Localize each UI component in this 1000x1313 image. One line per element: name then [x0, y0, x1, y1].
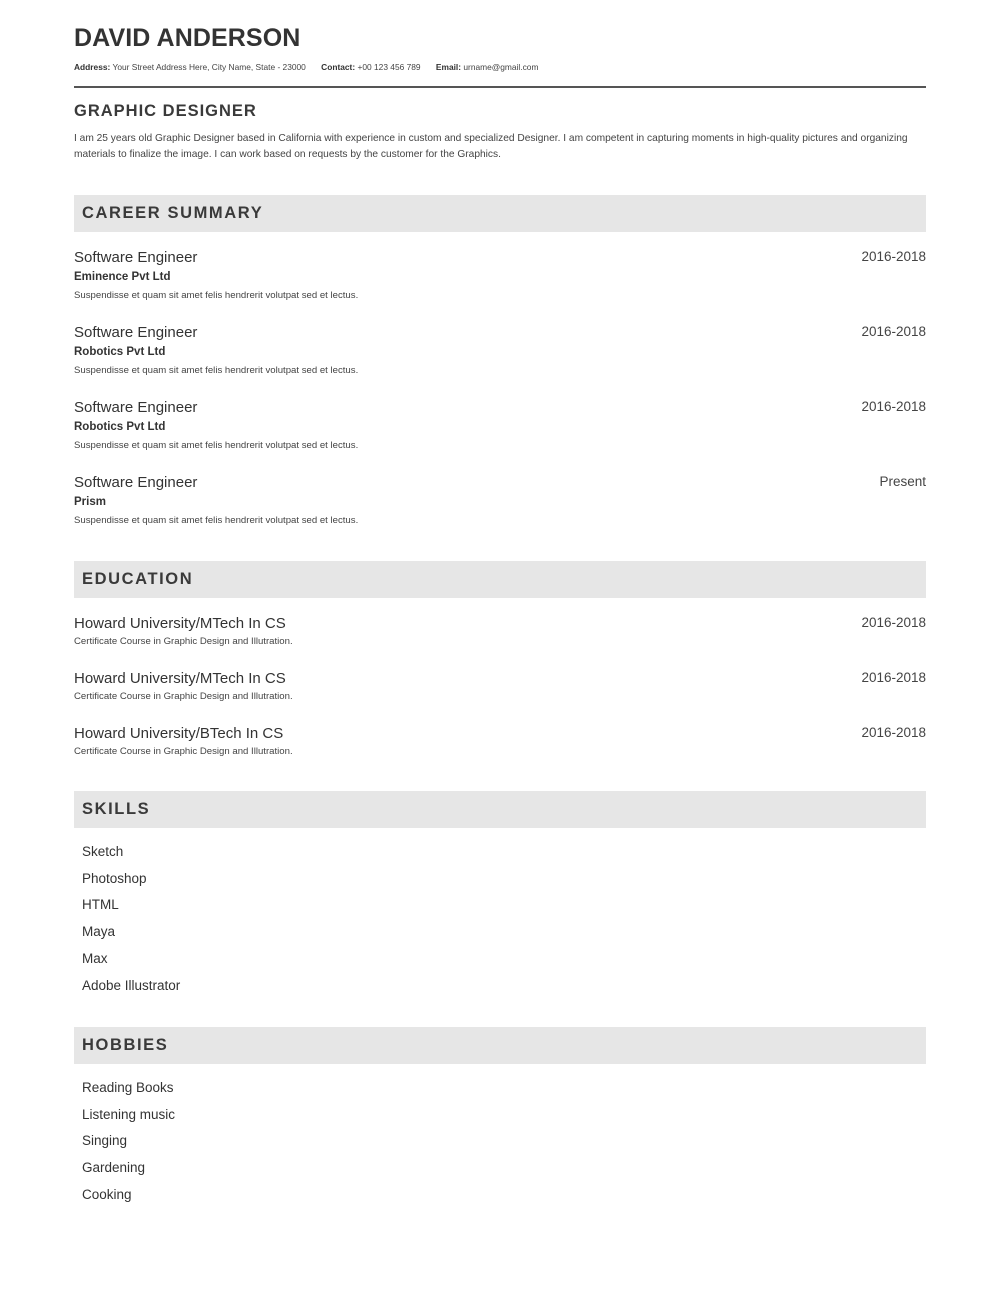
skill-item: Adobe Illustrator	[82, 977, 181, 993]
hobbies-list	[82, 1075, 175, 1209]
contact-label: Contact:	[321, 62, 356, 72]
section-heading: EDUCATION	[82, 570, 194, 588]
job-role: Software Engineer	[74, 324, 198, 341]
skills-list	[82, 839, 180, 999]
job-date: Present	[879, 474, 926, 489]
skill-item: HTML	[82, 897, 119, 913]
hobby-item: Singing	[82, 1133, 128, 1149]
contact-line	[74, 62, 551, 72]
career-entry	[74, 399, 926, 459]
job-description: Suspendisse et quam sit amet felis hendrerit volutpat sed et lectus.	[74, 440, 359, 451]
job-description: Suspendisse et quam sit amet felis hendrerit volutpat sed et lectus.	[74, 290, 359, 301]
education-description: Certificate Course in Graphic Design and Illutration.	[74, 691, 293, 702]
career-entry	[74, 324, 926, 384]
job-company: Prism	[74, 496, 106, 508]
header-divider	[74, 86, 926, 88]
phone-info	[321, 62, 423, 72]
job-company: Robotics Pvt Ltd	[74, 346, 166, 358]
hobby-item: Gardening	[82, 1160, 146, 1176]
address-info	[74, 62, 308, 72]
job-date: 2016-2018	[861, 324, 926, 339]
education-date: 2016-2018	[861, 670, 926, 685]
job-company: Eminence Pvt Ltd	[74, 271, 171, 283]
section-heading: CAREER SUMMARY	[82, 204, 264, 222]
hobbies-section-header	[74, 1027, 926, 1064]
skill-item: Photoshop	[82, 870, 147, 886]
job-role: Software Engineer	[74, 249, 198, 266]
job-date: 2016-2018	[861, 249, 926, 264]
email-value: urname@gmail.com	[463, 62, 539, 72]
hobby-item: Reading Books	[82, 1080, 174, 1095]
section-heading: HOBBIES	[82, 1036, 169, 1054]
profile-summary: I am 25 years old Graphic Designer based in California with experience in custom and specialized Designer. I am competent in capturing moments in high-quality pictures and organizing materials to finalize the image. I can work based on requests by the customer for the Graphics.	[74, 133, 908, 160]
hobby-item: Cooking	[82, 1186, 132, 1202]
address-value: Your Street Address Here, City Name, State - 23000	[112, 62, 306, 72]
education-description: Certificate Course in Graphic Design and Illutration.	[74, 636, 293, 647]
address-label: Address:	[74, 62, 111, 72]
job-date: 2016-2018	[861, 399, 926, 414]
education-school: Howard University/MTech In CS	[74, 615, 286, 632]
skill-item: Max	[82, 950, 108, 966]
education-entry	[74, 615, 926, 655]
job-description: Suspendisse et quam sit amet felis hendrerit volutpat sed et lectus.	[74, 365, 359, 376]
hobby-item: Listening music	[82, 1106, 176, 1122]
job-description: Suspendisse et quam sit amet felis hendrerit volutpat sed et lectus.	[74, 515, 359, 526]
email-info	[436, 62, 539, 72]
education-description: Certificate Course in Graphic Design and Illutration.	[74, 746, 293, 757]
email-label: Email:	[435, 62, 462, 72]
education-entry	[74, 725, 926, 765]
education-section-header	[74, 561, 926, 598]
skill-item: Maya	[82, 924, 116, 940]
job-role: Software Engineer	[74, 399, 198, 416]
education-school: Howard University/MTech In CS	[74, 670, 286, 687]
skill-item: Sketch	[82, 844, 124, 859]
education-date: 2016-2018	[861, 725, 926, 740]
career-entry	[74, 249, 926, 309]
job-title: GRAPHIC DESIGNER	[74, 102, 257, 120]
section-heading: SKILLS	[82, 800, 151, 818]
education-school: Howard University/BTech In CS	[74, 725, 284, 742]
career-summary-section-header	[74, 195, 926, 232]
career-entry	[74, 474, 926, 534]
job-role: Software Engineer	[74, 474, 198, 491]
education-date: 2016-2018	[861, 615, 926, 630]
skills-section-header	[74, 791, 926, 828]
job-company: Robotics Pvt Ltd	[74, 421, 166, 433]
candidate-name: DAVID ANDERSON	[74, 24, 301, 52]
education-entry	[74, 670, 926, 710]
contact-value: +00 123 456 789	[357, 62, 421, 72]
